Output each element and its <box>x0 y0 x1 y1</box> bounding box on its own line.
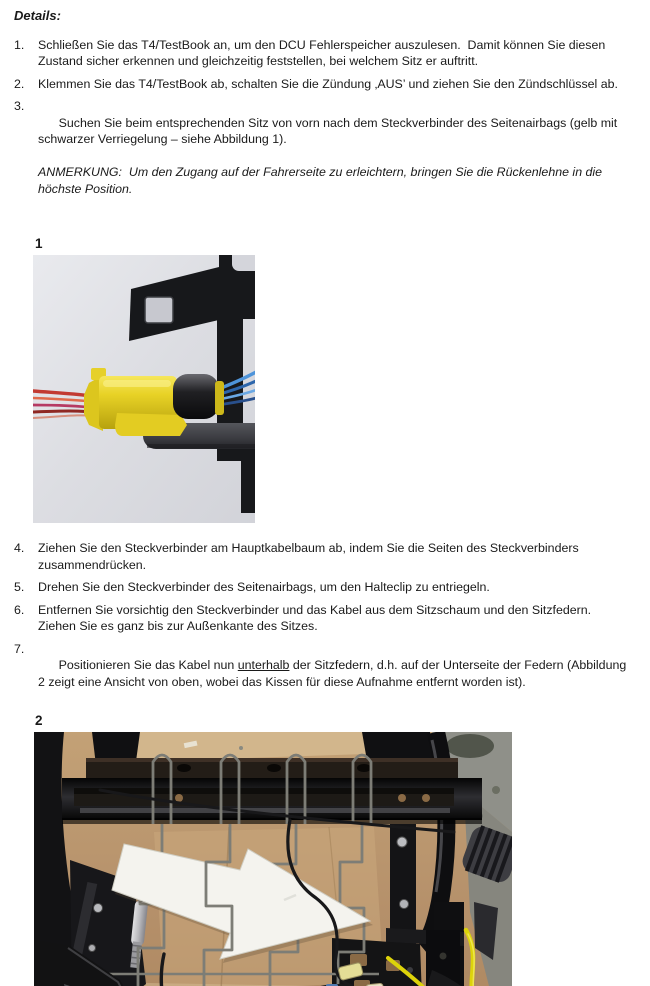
figure-2-label: 2 <box>35 712 43 728</box>
figure-1-label: 1 <box>35 236 43 251</box>
step-4 <box>14 540 636 573</box>
step-text-main: Suchen Sie beim entsprechenden Sitz von vorn nach dem Steckverbinder des Seitenairbags (gelb mit schwarzer Verriegelung – siehe Abbildung 1). <box>38 115 621 146</box>
main-cross-rail <box>62 778 482 824</box>
figure-1-photo <box>33 255 255 523</box>
upper-cross-rail <box>86 758 458 778</box>
step-text <box>38 641 632 707</box>
step-text: Drehen Sie den Steckverbinder des Seitenairbags, um den Halteclip zu entriegeln. <box>38 580 490 594</box>
step-text-pre: Positionieren Sie das Kabel nun <box>58 658 238 672</box>
step-note: ANMERKUNG: Um den Zugang auf der Fahrerseite zu erleichtern, bringen Sie die Rückenlehne in die höchste Position. <box>38 165 606 196</box>
step-text <box>38 98 632 230</box>
step-6 <box>14 602 636 635</box>
step-text: Ziehen Sie den Steckverbinder am Hauptkabelbaum ab, indem Sie die Seiten des Steckverbinders zusammendrücken. <box>38 541 583 572</box>
step-number: 2. <box>14 76 25 91</box>
bracket-corner-cutout <box>232 255 255 271</box>
floor-stain <box>446 734 494 758</box>
step-number: 4. <box>14 541 25 555</box>
step-number: 5. <box>14 580 25 594</box>
step-text: Entfernen Sie vorsichtig den Steckverbinder und das Kabel aus dem Sitzschaum und den Sitzfedern. Ziehen Sie es ganz bis zur Außenkante des Sitzes. <box>38 602 595 633</box>
step-number: 3. <box>14 99 25 113</box>
page-title: Details: <box>14 8 61 23</box>
step-3 <box>14 98 636 230</box>
step-7 <box>14 641 636 707</box>
step-5 <box>14 579 636 596</box>
figure-2-photo <box>34 732 512 986</box>
step-1 <box>14 37 636 70</box>
step-number: 6. <box>14 602 25 617</box>
step-text-post: der Sitzfedern, d.h. auf der Unterseite der Federn (Abbildung 2 zeigt eine Ansicht von oben, wobei das Kissen für diese Aufnahme entfernt worden ist). <box>38 658 630 689</box>
step-2 <box>14 76 636 93</box>
step-number: 7. <box>14 641 25 656</box>
bracket-square-hole <box>145 297 173 323</box>
step-text: Schließen Sie das T4/TestBook an, um den DCU Fehlerspeicher auszulesen. Damit können Sie diesen Zustand sicher erkennen und gleichzeitig feststellen, bei welchem Sitz er auftritt. <box>38 37 609 68</box>
step-number: 1. <box>14 37 25 52</box>
black-lock-band <box>173 374 219 419</box>
underlined-word: unterhalb <box>237 658 290 672</box>
step-text: Klemmen Sie das T4/TestBook ab, schalten Sie die Zündung ‚AUS’ und ziehen Sie den Zündschlüssel ab. <box>38 76 618 91</box>
